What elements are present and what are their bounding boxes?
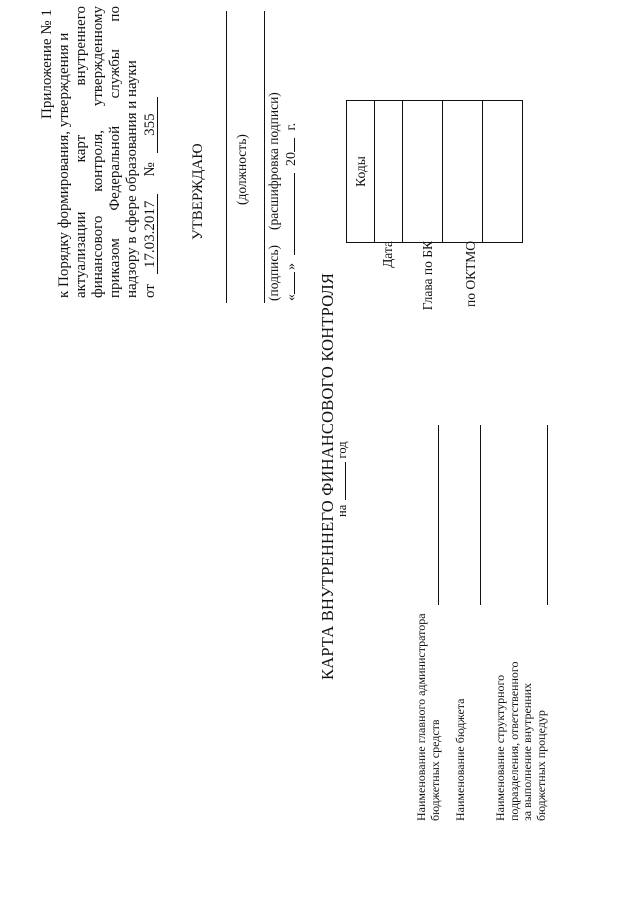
unit-label: Наименование структурного подразделения, ответственного за выполнение внутренних бюджетных процедур [493, 661, 548, 821]
codes-header: Коды [347, 101, 375, 243]
row-label-oktmo: по ОКТМО [463, 241, 478, 307]
annex-line-3: финансового контроля, утвержденному [90, 6, 106, 298]
budget-value-line [480, 425, 481, 605]
admin-label: Наименование главного администратора бюджетных средств [414, 613, 442, 821]
annex-heading: Приложение № 1 [39, 9, 55, 119]
row-label-bk: Глава по БК [420, 241, 435, 311]
title-year-line: на год [335, 441, 349, 517]
annex-line-1: к Порядку формирования, утверждения и [56, 32, 72, 298]
annex-order-line: от 17.03.2017 № 355 [142, 97, 160, 298]
signature-line [264, 11, 265, 303]
annex-line-5: надзору в сфере образования и науки [124, 60, 140, 298]
admin-value-line [438, 425, 439, 605]
approval-date-line: «» 20 г. [284, 122, 299, 301]
budget-label: Наименование бюджета [453, 698, 467, 821]
year-blank [345, 462, 346, 500]
annex-line-2: актуализации карт внутреннего [73, 6, 89, 298]
approve-label: УТВЕРЖДАЮ [190, 143, 206, 240]
codes-table [346, 100, 523, 243]
bk-code-cell [403, 101, 443, 243]
signature-caption: (подпись) [266, 244, 281, 301]
order-date: 17.03.2017 [143, 194, 158, 274]
page-title: КАРТА ВНУТРЕННЕГО ФИНАНСОВОГО КОНТРОЛЯ [318, 272, 337, 680]
unit-value-line [547, 425, 548, 605]
annex-line-4: приказом Федеральной службы по [107, 6, 123, 298]
position-line [226, 11, 227, 303]
order-number: 355 [143, 97, 158, 153]
decoding-caption: (расшифровка подписи) [266, 92, 281, 230]
position-caption: (должность) [234, 134, 249, 205]
oktmo-code-cell [443, 101, 483, 243]
date-code-cell [375, 101, 403, 243]
extra-code-cell [483, 101, 523, 243]
row-label-date: Дата [380, 241, 395, 268]
